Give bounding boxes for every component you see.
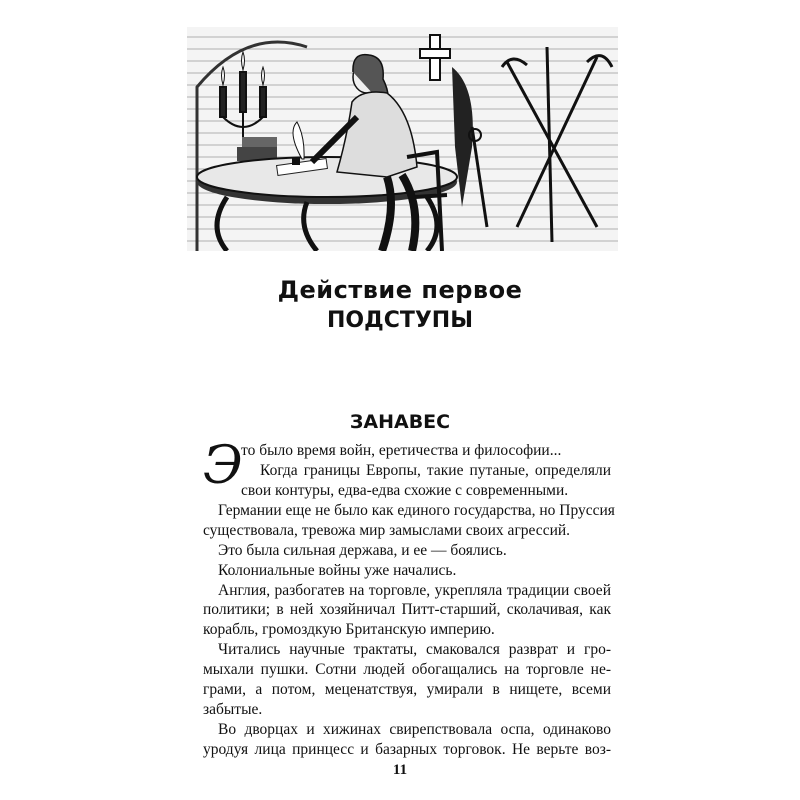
text-line: Когда границы Европы, такие путаные, определяли bbox=[260, 461, 611, 479]
text-line: Англия, разбогатев на торговле, укрепляла традиции своей bbox=[218, 581, 611, 599]
section-title: ЗАНАВЕС bbox=[349, 411, 451, 433]
text-line: Читались научные трактаты, смаковался разврат и гро- bbox=[218, 641, 611, 659]
chapter-illustration bbox=[187, 27, 618, 251]
act-subtitle: ПОДСТУПЫ bbox=[326, 308, 474, 333]
text-line: корабль, громоздкую Британскую империю. bbox=[203, 621, 495, 639]
text-line: Это была сильная держава, и ее — боялись. bbox=[218, 541, 507, 559]
text-line: политики; в ней хозяйничал Питт-старший, сколачивая, как bbox=[203, 601, 611, 619]
text-line: существовала, тревожа мир замыслами своих агрессий. bbox=[203, 521, 571, 539]
act-title: Действие первое bbox=[277, 276, 523, 304]
text-line: мыхали пушки. Сотни людей обогащались на торговле не- bbox=[203, 661, 611, 679]
text-line: грами, а потом, меценатствуя, умирали в нищете, всеми bbox=[203, 681, 611, 699]
text-line: свои контуры, едва-едва схожие с современными. bbox=[241, 481, 569, 499]
text-line: Во дворцах и хижинах свирепствовала оспа, одинаково bbox=[218, 721, 611, 739]
page-number: 11 bbox=[392, 762, 408, 778]
text-line: Германии еще не было как единого государства, но Пруссия bbox=[218, 501, 615, 519]
text-line: то было время войн, еретичества и философии... bbox=[241, 442, 562, 459]
drop-cap: Э bbox=[203, 436, 243, 496]
text-line: забытые. bbox=[203, 701, 263, 719]
text-line: Колониальные войны уже начались. bbox=[218, 561, 457, 579]
text-line: уродуя лица принцесс и базарных торговок. Не верьте воз- bbox=[203, 741, 611, 758]
